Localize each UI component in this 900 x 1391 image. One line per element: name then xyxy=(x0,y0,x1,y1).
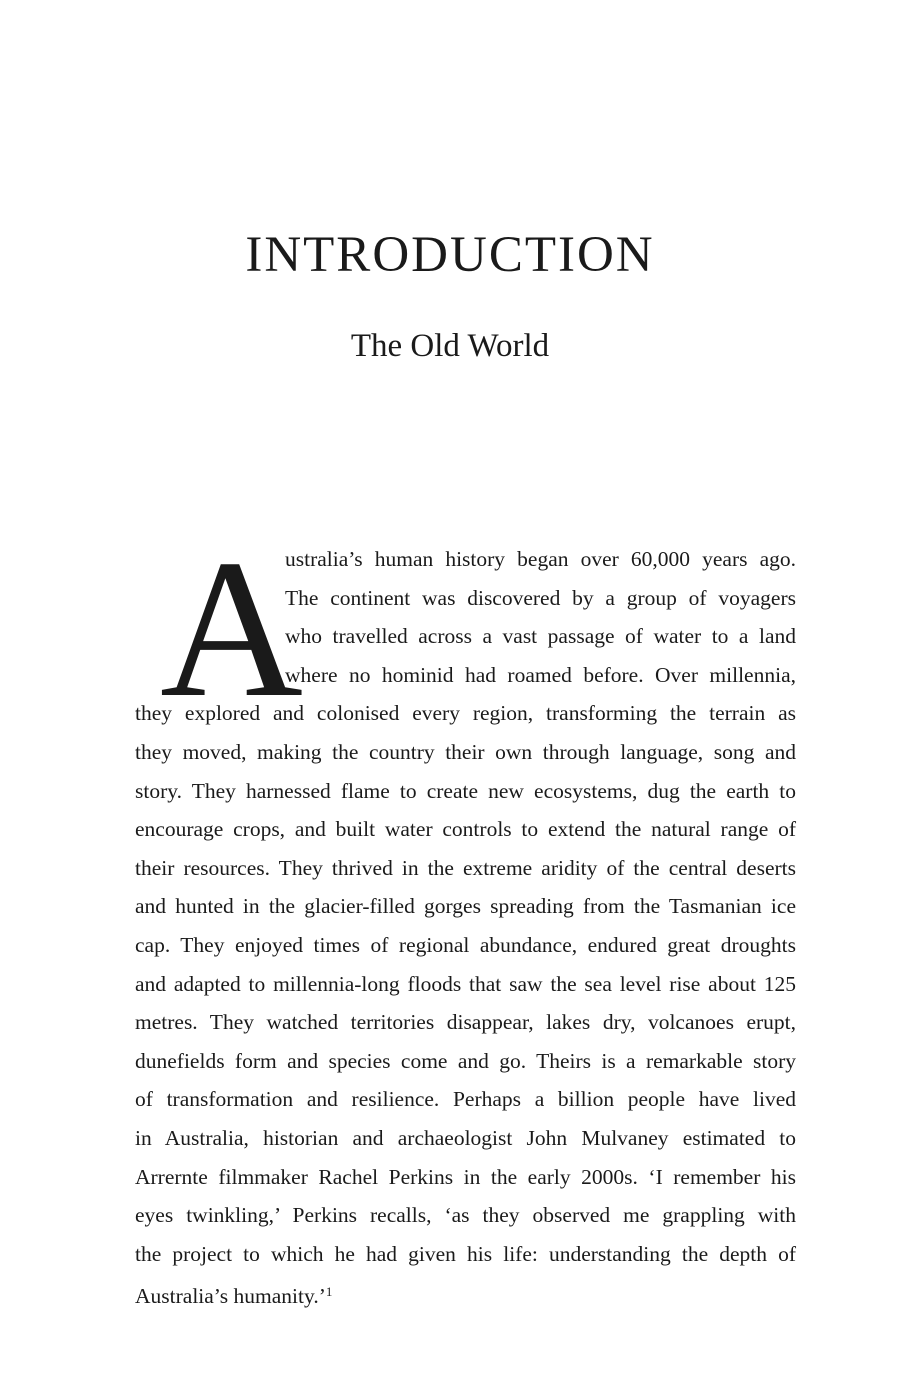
paragraph-line: story. They harnessed flame to create new ecosystems, dug the earth to xyxy=(135,778,796,803)
paragraph-line: of transformation and resilience. Perhaps a billion people have lived xyxy=(135,1087,796,1112)
paragraph-line: and adapted to millennia-long floods that saw the sea level rise about 125 xyxy=(135,971,796,996)
chapter-title: INTRODUCTION xyxy=(245,227,655,283)
paragraph-line: metres. They watched territories disappear, lakes dry, volcanoes erupt, xyxy=(135,1010,796,1035)
paragraph-line: The continent was discovered by a group of voyagers xyxy=(285,585,796,610)
drop-cap: A xyxy=(160,519,303,738)
paragraph-line: their resources. They thrived in the extreme aridity of the central deserts xyxy=(135,855,796,880)
final-line-text: Australia’s humanity.’ xyxy=(135,1284,326,1309)
chapter-subtitle: The Old World xyxy=(350,328,550,364)
paragraph-final-line xyxy=(135,1273,796,1312)
paragraph-line: in Australia, historian and archaeologist John Mulvaney estimated to xyxy=(135,1125,796,1150)
paragraph-line: who travelled across a vast passage of water to a land xyxy=(285,624,796,649)
paragraph-line: Arrernte filmmaker Rachel Perkins in the early 2000s. ‘I remember his xyxy=(135,1164,796,1189)
paragraph-line: where no hominid had roamed before. Over millennia, xyxy=(285,662,796,687)
footnote-marker[interactable]: 1 xyxy=(325,1284,333,1300)
paragraph-line: and hunted in the glacier-filled gorges spreading from the Tasmanian ice xyxy=(135,894,796,919)
body-paragraph xyxy=(135,540,796,1312)
paragraph-line: eyes twinkling,’ Perkins recalls, ‘as they observed me grappling with xyxy=(135,1203,796,1228)
paragraph-line: dunefields form and species come and go. Theirs is a remarkable story xyxy=(135,1048,796,1073)
paragraph-line: the project to which he had given his life: understanding the depth of xyxy=(135,1241,796,1266)
paragraph-line: they explored and colonised every region, transforming the terrain as xyxy=(135,701,796,726)
paragraph-line: ustralia’s human history began over 60,000 years ago. xyxy=(285,547,796,571)
paragraph-line: encourage crops, and built water controls to extend the natural range of xyxy=(135,817,796,842)
paragraph-line: cap. They enjoyed times of regional abundance, endured great droughts xyxy=(135,932,796,957)
paragraph-line: they moved, making the country their own through language, song and xyxy=(135,739,796,764)
